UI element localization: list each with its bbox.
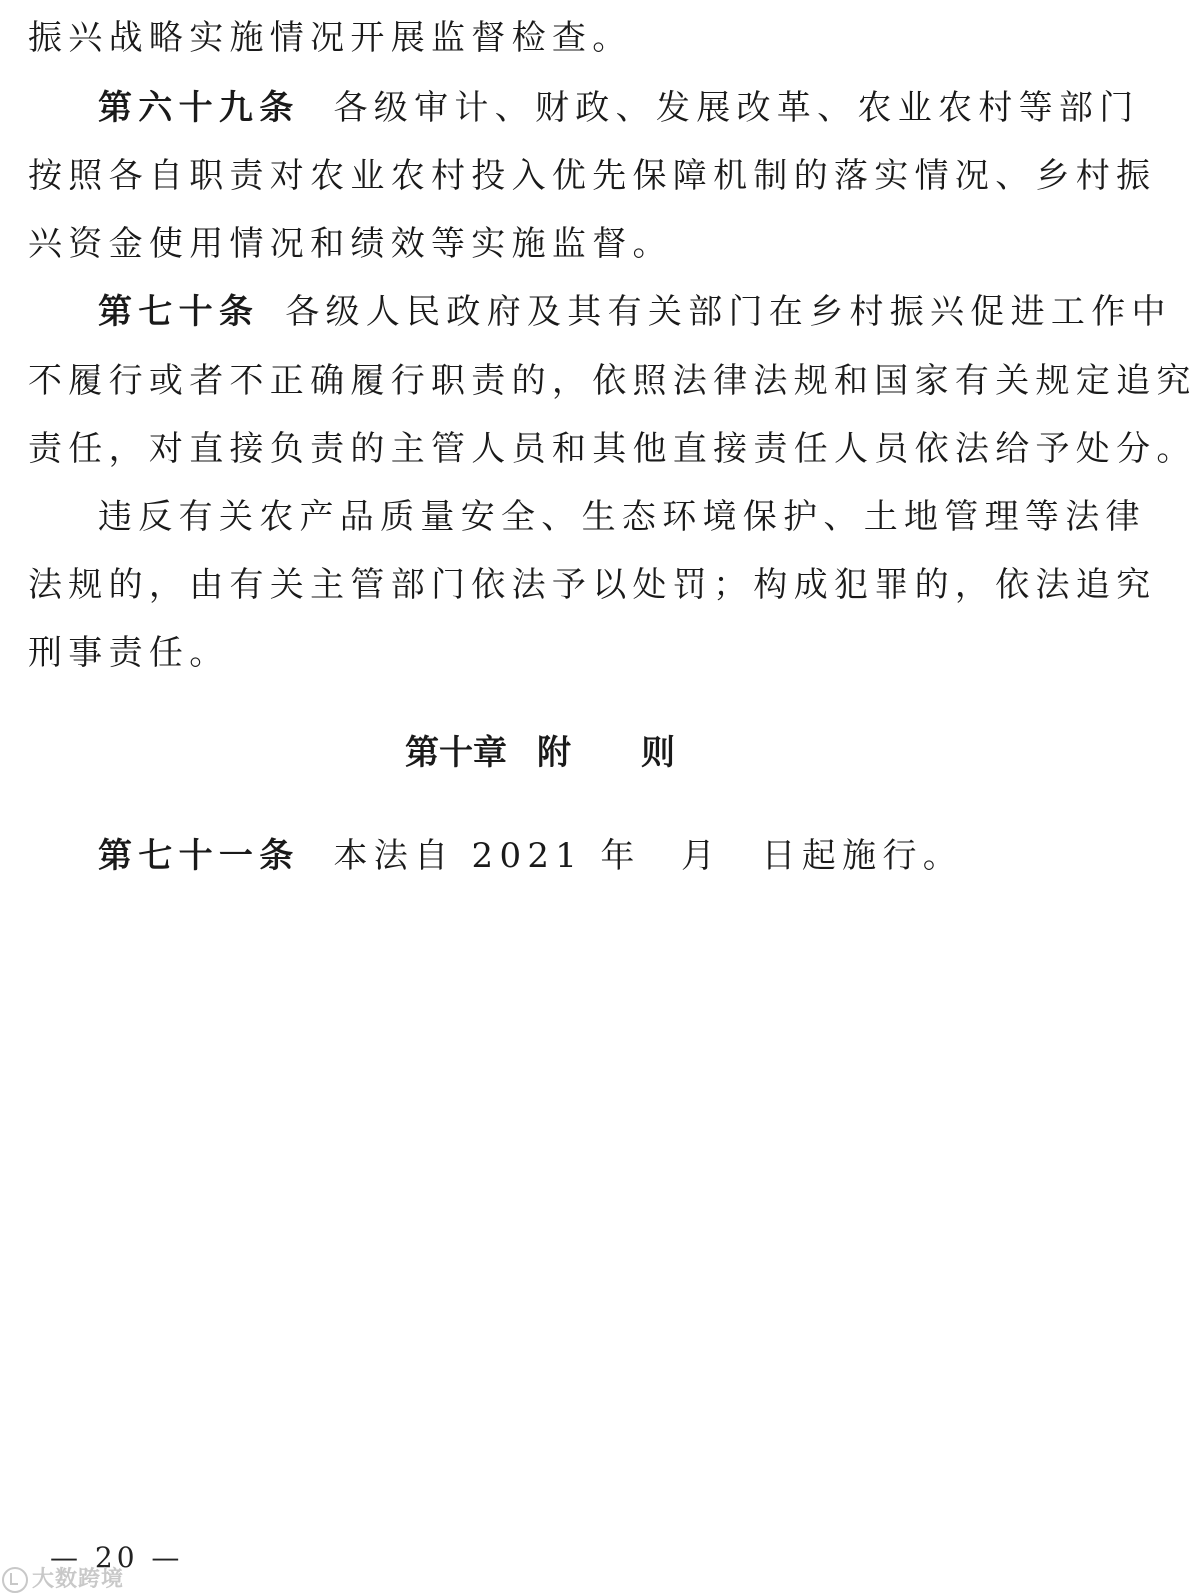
article-69-text: 各级审计、财政、发展改革、农业农村等部门 — [333, 88, 1140, 128]
page-number: — 20 — — [50, 1541, 184, 1574]
article-70-para2-text-3: 刑事责任。 — [28, 633, 230, 673]
chapter-heading — [0, 733, 1080, 773]
chapter-title-part-2: 则 — [641, 733, 675, 773]
article-71-heading: 第七十一条 — [98, 836, 300, 876]
continuation-text: 振兴战略实施情况开展监督检查。 — [28, 18, 633, 58]
chapter-title-part-1: 附 — [537, 733, 571, 773]
article-70-heading: 第七十条 — [98, 292, 260, 332]
article-69-heading: 第六十九条 — [98, 88, 300, 128]
article-70-line-3 — [28, 429, 1197, 469]
continuation-line — [28, 18, 1052, 58]
watermark — [2, 1562, 124, 1593]
article-70-para2-line-2 — [28, 565, 1157, 605]
chapter-number: 第十章 — [405, 733, 507, 773]
article-71-text: 本法自 2021 年 月 日起施行。 — [333, 836, 964, 876]
article-70-line-1 — [98, 292, 1172, 332]
article-69-text-3: 兴资金使用情况和绩效等实施监督。 — [28, 224, 673, 264]
article-69-text-2: 按照各自职责对农业农村投入优先保障机制的落实情况、乡村振 — [28, 156, 1157, 196]
article-69-line-1 — [98, 88, 1140, 128]
article-70-para2-line-1 — [98, 497, 1146, 537]
article-71-line — [98, 836, 1052, 876]
article-70-para2-text-1: 违反有关农产品质量安全、生态环境保护、土地管理等法律 — [98, 497, 1146, 537]
article-69-line-2 — [28, 156, 1157, 196]
watermark-logo-icon — [2, 1567, 28, 1593]
article-70-text-3: 责任，对直接负责的主管人员和其他直接责任人员依法给予处分。 — [28, 429, 1197, 469]
watermark-text: 大数跨境 — [32, 1567, 125, 1592]
article-70-text: 各级人民政府及其有关部门在乡村振兴促进工作中 — [285, 292, 1172, 332]
article-70-para2-text-2: 法规的，由有关主管部门依法予以处罚；构成犯罪的，依法追究 — [28, 565, 1157, 605]
article-69-line-3 — [28, 224, 1052, 264]
article-70-line-2 — [28, 361, 1197, 401]
article-70-text-2: 不履行或者不正确履行职责的，依照法律法规和国家有关规定追究 — [28, 361, 1197, 401]
article-70-para2-line-3 — [28, 633, 1052, 673]
